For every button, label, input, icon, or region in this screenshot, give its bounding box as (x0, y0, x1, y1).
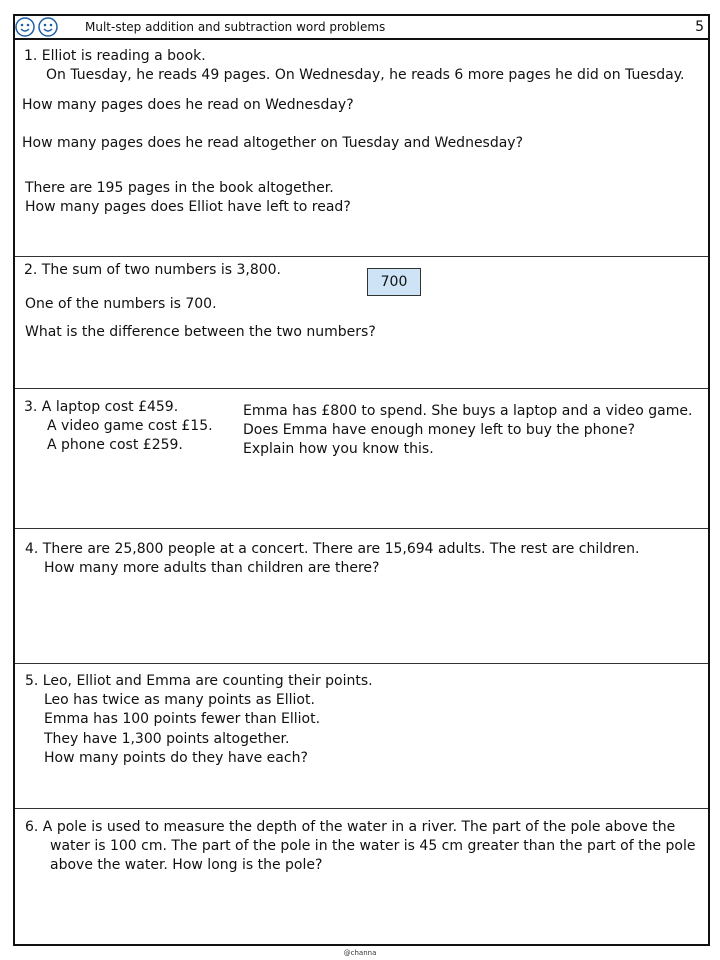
question-1-line: There are 195 pages in the book altogether. (25, 180, 334, 196)
question-3-item: 3. A laptop cost £459. (24, 399, 179, 415)
question-5-line: How many points do they have each? (44, 750, 308, 766)
worksheet-header (15, 16, 708, 40)
question-5-line: 5. Leo, Elliot and Emma are counting their points. (25, 673, 373, 689)
question-5-line: Leo has twice as many points as Elliot. (44, 692, 315, 708)
number-box: 700 (367, 268, 421, 296)
question-4 (15, 529, 708, 664)
worksheet (13, 14, 710, 946)
question-2-line: 2. The sum of two numbers is 3,800. (24, 262, 281, 278)
question-6-line: 6. A pole is used to measure the depth of the water in a river. The part of the pole above the (25, 819, 676, 835)
question-6-line: water is 100 cm. The part of the pole in the water is 45 cm greater than the part of the pole (50, 838, 696, 854)
question-6 (15, 809, 708, 944)
question-4-line: How many more adults than children are there? (44, 560, 380, 576)
question-4-line: 4. There are 25,800 people at a concert. There are 15,694 adults. The rest are children. (25, 541, 640, 557)
worksheet-title: Mult-step addition and subtraction word problems (85, 20, 386, 34)
question-3-line: Explain how you know this. (243, 441, 434, 457)
smiley-faces-icon (15, 17, 61, 37)
page-number: 5 (695, 19, 704, 35)
question-5-line: They have 1,300 points altogether. (44, 731, 290, 747)
question-5-line: Emma has 100 points fewer than Elliot. (44, 711, 321, 727)
question-2-line: What is the difference between the two numbers? (25, 324, 376, 340)
question-1-line: 1. Elliot is reading a book. (24, 48, 206, 64)
question-1-line: How many pages does Elliot have left to read? (25, 199, 351, 215)
question-1 (15, 40, 708, 257)
question-3-item: A video game cost £15. (47, 418, 213, 434)
question-1-line: How many pages does he read altogether on Tuesday and Wednesday? (22, 135, 524, 151)
question-3-line: Does Emma have enough money left to buy the phone? (243, 422, 636, 438)
question-3-line: Emma has £800 to spend. She buys a laptop and a video game. (243, 403, 693, 419)
question-1-line: On Tuesday, he reads 49 pages. On Wednesday, he reads 6 more pages he did on Tuesday. (46, 67, 685, 83)
footer-credit: @channa (343, 949, 377, 957)
question-5 (15, 664, 708, 809)
question-6-line: above the water. How long is the pole? (50, 857, 323, 873)
question-2 (15, 257, 708, 389)
question-1-line: How many pages does he read on Wednesday? (22, 97, 354, 113)
question-3-item: A phone cost £259. (47, 437, 183, 453)
question-3 (15, 389, 708, 529)
question-2-line: One of the numbers is 700. (25, 296, 217, 312)
